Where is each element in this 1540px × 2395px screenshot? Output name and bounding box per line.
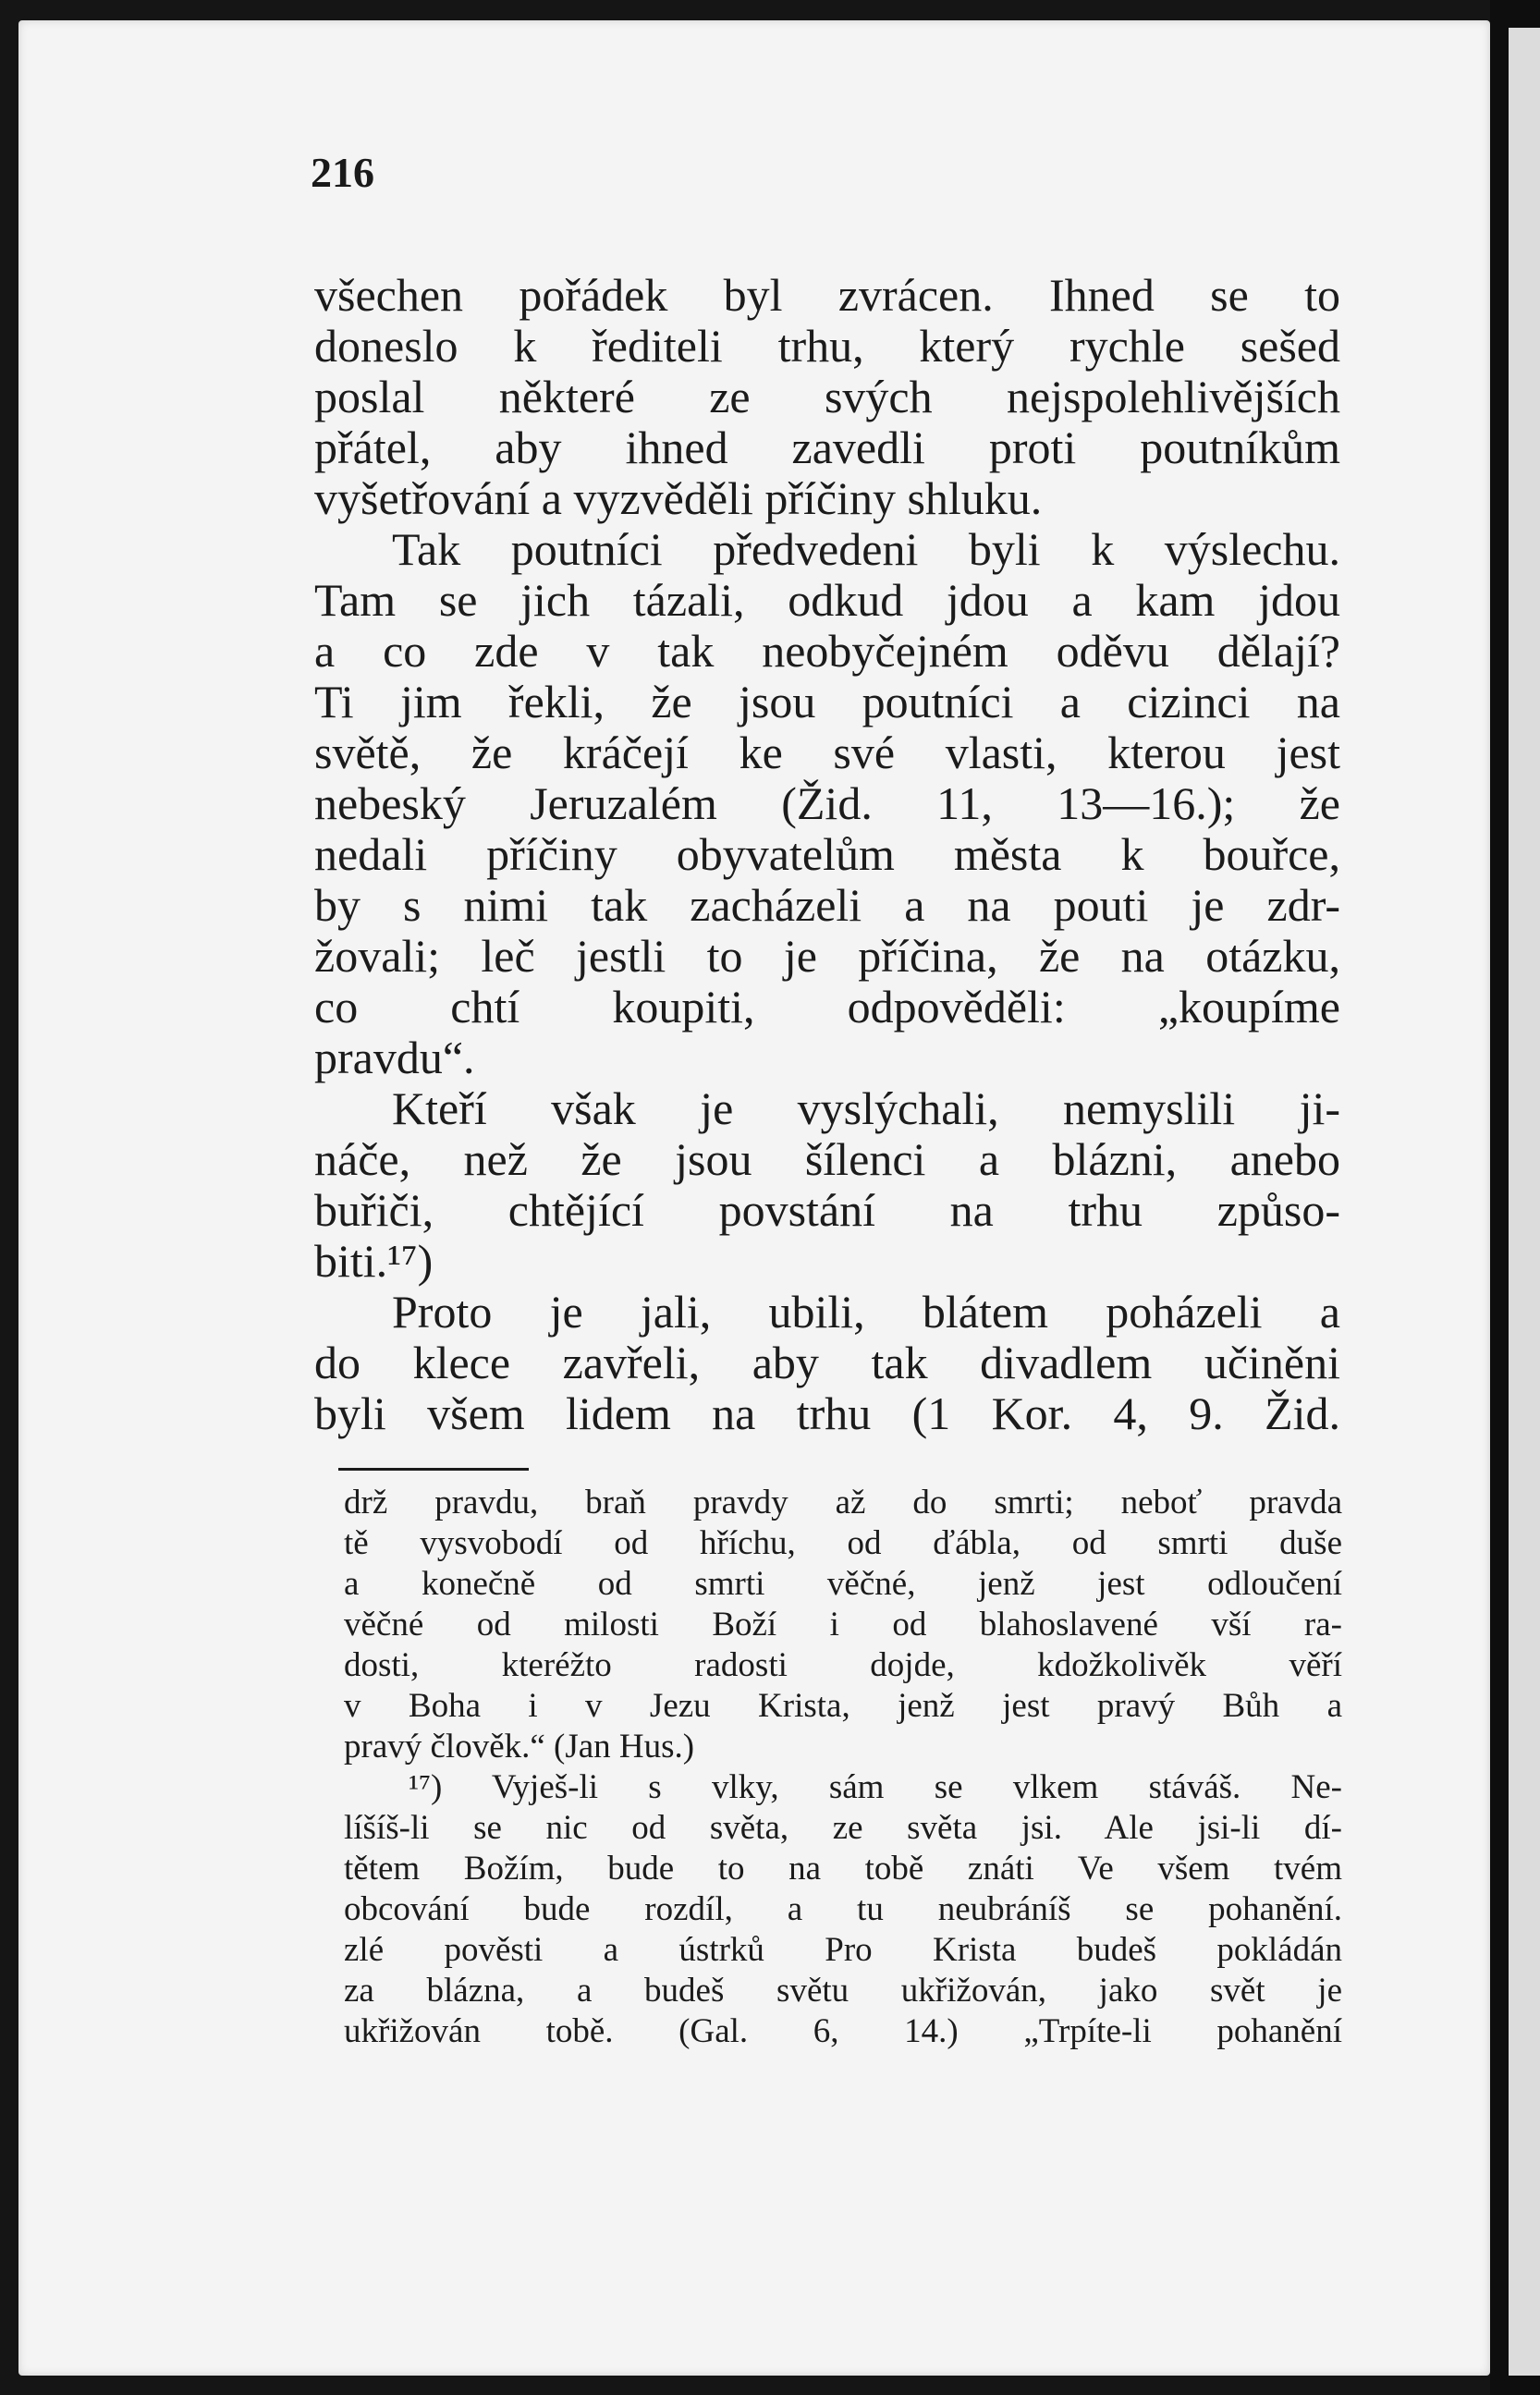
text-line: světě, že kráčejí ke své vlasti, kterou jest [314,727,1340,778]
text-line: vyšetřování a vyzvěděli příčiny shluku. [314,472,1043,524]
footnote-line: obcování bude rozdíl, a tu neubráníš se pohanění. [344,1890,1342,1928]
adjacent-page-edge [1509,28,1540,2376]
footnote-separator [338,1468,529,1471]
footnote-line: v Boha i v Jezu Krista, jenž jest pravý Bůh a [344,1687,1342,1725]
text-line: Tak poutníci předvedeni byli k výslechu. [392,523,1340,575]
footnote-line: ukřižován tobě. (Gal. 6, 14.) „Trpíte-li pohanění [344,2012,1342,2050]
footnotes [344,1483,1342,2052]
text-line: pravdu“. [314,1032,475,1083]
text-line: a co zde v tak neobyčejném oděvu dělají? [314,625,1340,677]
footnote-line: pravý člověk.“ (Jan Hus.) [344,1728,695,1766]
footnote-line: ¹⁷) Vyješ-li s vlky, sám se vlkem stáváš. Ne- [409,1768,1342,1806]
text-line: Proto je jali, ubili, blátem poházeli a [392,1286,1340,1338]
footnote-line: za blázna, a budeš světu ukřižován, jako svět je [344,1972,1342,2010]
text-line: nebeský Jeruzalém (Žid. 11, 13—16.); že [314,777,1340,829]
text-line: do klece zavřeli, aby tak divadlem učiněni [314,1337,1340,1388]
text-line: by s nimi tak zacházeli a na pouti je zdr- [314,879,1340,931]
text-line: poslal některé ze svých nejspolehlivějších [314,371,1340,422]
page-number: 216 [311,149,374,196]
footnote-line: zlé pověsti a ústrků Pro Krista budeš pokládán [344,1931,1342,1969]
footnote-line: tě vysvobodí od hříchu, od ďábla, od smrti duše [344,1524,1342,1562]
footnote-line: drž pravdu, braň pravdy až do smrti; neboť pravda [344,1484,1342,1521]
text-line: nedali příčiny obyvatelům města k bouřce, [314,828,1340,880]
text-line: Ti jim řekli, že jsou poutníci a cizinci na [314,676,1340,727]
text-line: biti.¹⁷) [314,1235,434,1287]
footnote-line: věčné od milosti Boží i od blahoslavené vší ra- [344,1606,1342,1644]
footnote-line: líšíš-li se nic od světa, ze světa jsi. Ale jsi-li dí- [344,1809,1342,1847]
body-text [314,270,1340,1439]
text-line: buřiči, chtějící povstání na trhu způso- [314,1184,1340,1236]
text-line: co chtí koupiti, odpověděli: „koupíme [314,981,1340,1033]
text-line: přátel, aby ihned zavedli proti poutníkům [314,422,1340,473]
footnote-line: dosti, kteréžto radosti dojde, kdožkolivěk věří [344,1646,1342,1684]
text-line: náče, než že jsou šílenci a blázni, anebo [314,1133,1340,1185]
text-line: žovali; leč jestli to je příčina, že na otázku, [314,930,1340,982]
text-line: doneslo k řediteli trhu, který rychle sešed [314,320,1340,372]
book-page [18,20,1490,2376]
text-line: všechen pořádek byl zvrácen. Ihned se to [314,269,1340,321]
text-line: Kteří však je vyslýchali, nemyslili ji- [392,1082,1340,1134]
text-line: byli všem lidem na trhu (1 Kor. 4, 9. Žid. [314,1387,1340,1439]
footnote-line: a konečně od smrti věčné, jenž jest odloučení [344,1565,1342,1603]
footnote-line: tětem Božím, bude to na tobě znáti Ve všem tvém [344,1850,1342,1888]
text-line: Tam se jich tázali, odkud jdou a kam jdou [314,574,1340,626]
